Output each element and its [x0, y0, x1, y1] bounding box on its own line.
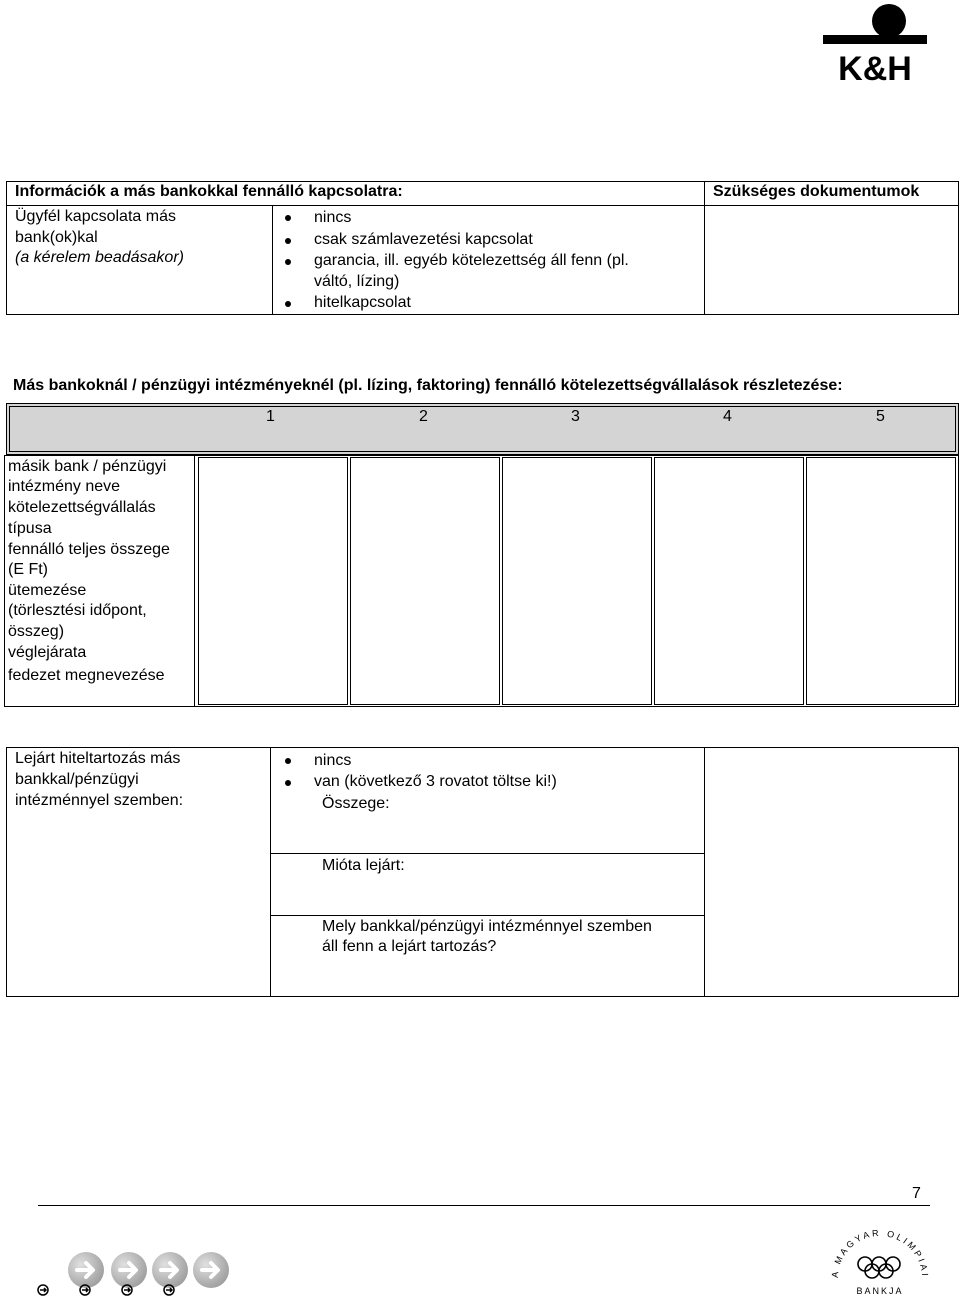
- column-4: 4: [723, 408, 732, 425]
- entry-cell[interactable]: [654, 457, 804, 705]
- kh-logo: [822, 2, 928, 82]
- page-number: 7: [912, 1185, 921, 1202]
- columns-header-bar: [6, 403, 959, 455]
- required-documents-header: Szükséges dokumentumok: [713, 183, 920, 200]
- overdue-amount-label: Összege:: [322, 795, 390, 812]
- option-none[interactable]: nincs: [314, 209, 352, 226]
- column-1: 1: [266, 408, 275, 425]
- logo-text: K&H: [838, 50, 912, 82]
- option-guarantee[interactable]: garancia, ill. egyéb kötelezettség áll fenn (pl.: [314, 252, 629, 269]
- row-label-bank-name: másik bank / pénzügyi: [8, 458, 167, 475]
- overdue-label: intézménnyel szemben:: [15, 792, 184, 809]
- option-account-only[interactable]: csak számlavezetési kapcsolat: [314, 231, 533, 248]
- option-guarantee-cont: váltó, lízing): [314, 273, 400, 290]
- row-label-type: típusa: [8, 520, 52, 537]
- overdue-label: bankkal/pénzügyi: [15, 771, 139, 788]
- overdue-option-none[interactable]: nincs: [314, 752, 352, 769]
- svg-text:A MAGYAR OLIMPIAI CSAPAT: A MAGYAR OLIMPIAI: [829, 1227, 931, 1279]
- entry-cell[interactable]: [502, 457, 652, 705]
- relations-header: Információk a más bankokkal fennálló kapcsolatra:: [15, 183, 403, 200]
- row-label-total: (E Ft): [8, 561, 48, 578]
- olympic-team-seal: [824, 1214, 934, 1296]
- column-2: 2: [419, 408, 428, 425]
- row-label-bank-name: intézmény neve: [8, 478, 121, 495]
- overdue-label: Lejárt hiteltartozás más: [15, 750, 181, 767]
- row-label-schedule: (törlesztési időpont,: [8, 602, 147, 619]
- column-5: 5: [876, 408, 885, 425]
- client-relation-note: (a kérelem beadásakor): [15, 249, 184, 266]
- overdue-since-label: Mióta lejárt:: [322, 857, 405, 874]
- row-label-type: kötelezettségvállalás: [8, 499, 156, 516]
- overdue-bank-label: Mely bankkal/pénzügyi intézménnyel szemben: [322, 918, 652, 935]
- client-relation-label: Ügyfél kapcsolata más: [15, 208, 176, 225]
- row-label-maturity: véglejárata: [8, 644, 87, 661]
- row-label-collateral: fedezet megnevezése: [8, 667, 165, 684]
- row-label-schedule: ütemezése: [8, 582, 87, 599]
- client-relation-label: bank(ok)kal: [15, 229, 98, 246]
- row-label-schedule: összeg): [8, 623, 65, 640]
- overdue-bank-label: áll fenn a lejárt tartozás?: [322, 938, 497, 955]
- obligations-title: Más bankoknál / pénzügyi intézményeknél (pl. lízing, faktoring) fennálló kötelezettségvállalások részletezése:: [13, 377, 843, 394]
- svg-text:BANKJA: BANKJA: [856, 1286, 904, 1296]
- entry-cell[interactable]: [198, 457, 348, 705]
- entry-cell[interactable]: [806, 457, 956, 705]
- small-arrow-icons: [36, 1283, 186, 1297]
- entry-cell[interactable]: [350, 457, 500, 705]
- arrow-right-icon: [193, 1252, 229, 1288]
- option-credit[interactable]: hitelkapcsolat: [314, 294, 411, 311]
- overdue-option-yes[interactable]: van (következő 3 rovatot töltse ki!): [314, 773, 557, 790]
- column-3: 3: [571, 408, 580, 425]
- row-label-total: fennálló teljes összege: [8, 541, 170, 558]
